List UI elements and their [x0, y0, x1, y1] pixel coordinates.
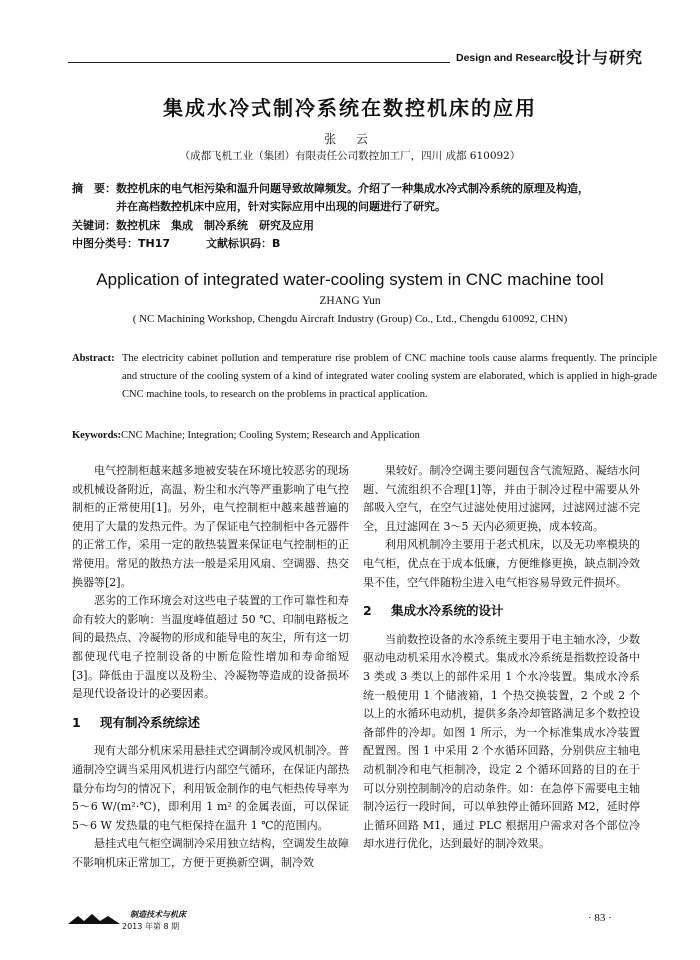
classification	[72, 235, 657, 253]
english-author: ZHANG Yun	[319, 295, 381, 307]
header-section-en: Design and Research	[456, 52, 563, 64]
paragraph: 悬挂式电气柜空调制冷采用独立结构，空调发生故障不影响机床正常加工，方便于更换新空调，制冷效	[72, 837, 349, 869]
author: 张 云	[324, 132, 376, 146]
paragraph: 恶劣的工作环境会对这些电子装置的工作可靠性和寿命有较大的影响：当温度峰值超过 50 ℃、印制电路板之间的最热点、冷凝物的形成和能导电的灰尘，所有这一切都使现代电子控制设备的中断危险性增加和寿命缩短[3]。降低由于温度以及粉尘、冷凝物等造成的设备损坏是现代设备设计的必要因素。	[72, 594, 349, 701]
doc-code: 文献标识码：B	[206, 237, 281, 250]
journal-name: 制造技术与机床	[130, 909, 186, 919]
header-section-zh: 设计与研究	[558, 48, 644, 67]
paragraph: 电气控制柜越来越多地被安装在环境比较恶劣的现场或机械设备附近，高温、粉尘和水汽等严重影响了电气控制柜的正常使用[1]。另外，电气控制柜中越来越普遍的使用了大量的发热元件。为了保证电气控制柜中各元器件的正常工作，采用一定的散热装置来保证电气控制柜的正常使用。常见的散热方法一般是采用风扇、空调器、热交换器等[2]。	[72, 464, 349, 589]
body-column-left	[72, 462, 349, 872]
keywords-en-label: Keywords:	[72, 430, 121, 441]
section-heading-1	[72, 714, 349, 733]
section-title: 集成水冷系统的设计	[391, 603, 504, 619]
journal-logo-icon	[68, 912, 120, 926]
english-affiliation: ( NC Machining Workshop, Chengdu Aircraft Industry (Group) Co., Ltd., Chengdu 610092, CHN)	[132, 313, 568, 325]
issue-date: 2013 年第 8 期	[122, 922, 180, 931]
paragraph: 当前数控设备的水冷系统主要用于电主轴水冷，少数驱动电动机采用水冷模式。集成水冷系统是指数控设备中 3 类或 3 类以上的部件采用 1 个水冷装置。集成水冷系统一般使用 1 个储液箱，1 个热交换装置，2 个或 2 个以上的水循环电动机，提供多条冷却管路满足多个数控设备部件的冷却。如图 1 所示，为一个标准集成水冷装置配置图。图 1 中采用 2 个水循环回路，分别供应主轴电动机制冷和电气柜制冷，设定 2 个循环回路的目的在于可以分别控制制冷的启动条件。如：在急停下需要电主轴制冷运行一段时间，可以单独停止循环回路 M2，延时停止循环回路 M1，通过 PLC 根据用户需求对各个部位冷却水进行优化，达到最好的制冷效果。	[363, 632, 640, 851]
paper-title: 集成水冷式制冷系统在数控机床的应用	[163, 96, 537, 120]
english-title: Application of integrated water-cooling system in CNC machine tool	[96, 270, 604, 289]
clc-number: 中图分类号：TH17	[72, 237, 171, 250]
abstract-zh-line1: 数控机床的电气柜污染和温升问题导致故障频发。介绍了一种集成水冷式制冷系统的原理及构造，	[116, 182, 589, 195]
section-number: 1	[72, 714, 81, 730]
abstract-en-text: The electricity cabinet pollution and temperature rise problem of CNC machine tools cause alarms frequently. The principle and structure of the cooling system of a kind of integrated water cooling system are elaborated, which is applied in high-grade CNC machine tools, to research on the problems in practical application.	[122, 353, 657, 400]
section-number: 2	[363, 603, 372, 619]
body-column-right	[363, 462, 640, 854]
paragraph: 现有大部分机床采用悬挂式空调制冷或风机制冷。普通制冷空调当采用风机进行内部空气循环，在保证内部热量分布均匀的情况下，利用钣金制作的电气柜热传导率为 5～6 W/(m²·℃)，即利用 1 m² 的金属表面，可以保证 5～6 W 发热量的电气柜保持在温升 1 ℃的范围内。	[72, 744, 349, 832]
abstract-zh-line2: 并在高档数控机床中应用，针对实际应用中出现的问题进行了研究。	[116, 200, 446, 213]
keywords-en-text: CNC Machine; Integration; Cooling System; Research and Application	[121, 430, 420, 441]
section-heading-2	[363, 602, 640, 621]
page-number: · 83 ·	[588, 912, 612, 924]
keywords-zh: 关键词：数控机床 集成 制冷系统 研究及应用	[72, 219, 314, 232]
abstract-zh	[72, 180, 657, 216]
affiliation: （成都飞机工业（集团）有限责任公司数控加工厂，四川 成都 610092）	[179, 150, 521, 162]
section-title: 现有制冷系统综述	[100, 714, 201, 730]
keywords-en	[72, 430, 657, 441]
header-rule	[68, 62, 450, 63]
abstract-en	[72, 350, 657, 404]
abstract-en-label: Abstract:	[72, 353, 115, 364]
paragraph: 利用风机制冷主要用于老式机床，以及无功率模块的电气柜，优点在于成本低廉，方便维修更换，缺点制冷效果不佳，空气伴随粉尘进入电气柜容易导致元件损坏。	[363, 538, 640, 589]
abstract-zh-label: 摘 要：	[72, 182, 116, 195]
paragraph: 果较好。制冷空调主要问题包含气流短路、凝结水问题、气流组织不合理[1]等，并由于制冷过程中需要从外部吸入空气，在空气过滤处使用过滤网，过滤网过滤不完全，且过滤网在 3～5 天内必须更换，成本较高。	[363, 464, 640, 533]
